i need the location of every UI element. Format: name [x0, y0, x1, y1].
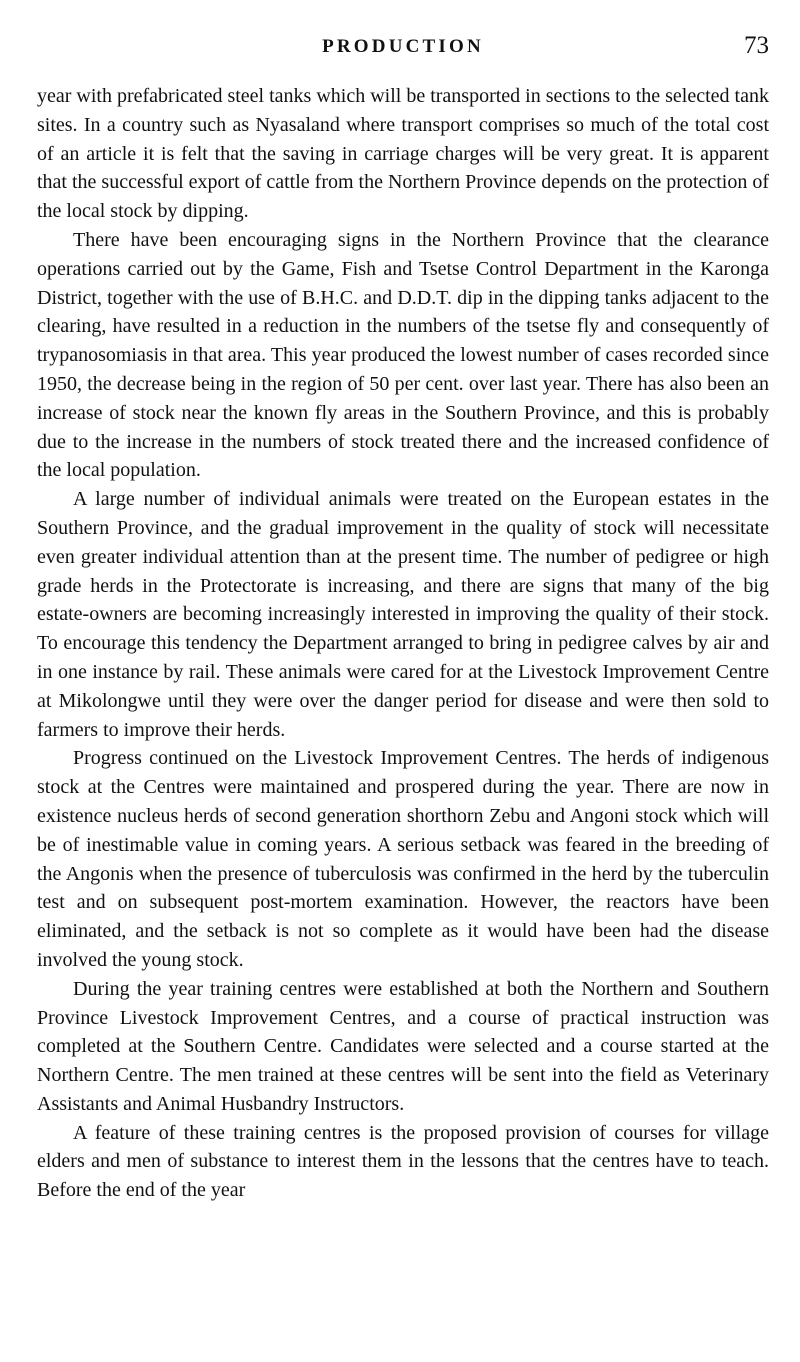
paragraph: A feature of these training centres is the proposed provision of courses for village elders and men of substance to interest them in the lessons that the centres have to teach. Before the end of the year [37, 1121, 769, 1202]
paragraph: During the year training centres were established at both the Northern and Southern Province Livestock Improvement Centres, and a course of practical instruction was completed at the Southern Centre. Candidates were selected and a course started at the Northern Centre. The men trained at these centres will be sent into the field as Veterinary Assistants and Animal Husbandry Instructors. [37, 977, 769, 1115]
paragraph: A large number of individual animals were treated on the European estates in the Southern Province, and the gradual improvement in the quality of stock will necessitate even greater individual attention than at the present time. The number of pedigree or high grade herds in the Protectorate is increasing, and there are signs that many of the big estate-owners are becoming increasingly interested in improving the quality of their stock. To encourage this tendency the Department arranged to bring in pedigree calves by air and in one instance by rail. These animals were cared for at the Livestock Improvement Centre at Mikolongwe until they were over the danger period for disease and were then sold to farmers to improve their herds. [37, 488, 769, 741]
paragraph: Progress continued on the Livestock Improvement Centres. The herds of indigenous stock at the Centres were maintained and prospered during the year. There are now in existence nucleus herds of second generation shorthorn Zebu and Angoni stock which will be of inestimable value in coming years. A serious setback was feared in the breeding of the Angonis when the presence of tuberculosis was confirmed in the herd by the tuberculin test and on subsequent post-mortem examination. However, the reactors have been eliminated, and the setback is not so complete as it would have been had the disease involved the young stock. [37, 747, 769, 971]
body-text [37, 82, 769, 1205]
running-head [37, 32, 769, 72]
page-number: 73 [744, 32, 769, 59]
page-header-title: PRODUCTION [322, 36, 484, 57]
paragraph: There have been encouraging signs in the Northern Province that the clearance operations carried out by the Game, Fish and Tsetse Control Department in the Karonga District, together with the use of B.H.C. and D.D.T. dip in the dipping tanks adjacent to the clearing, have resulted in a reduction in the numbers of the tsetse fly and consequently of trypanosomiasis in that area. This year produced the lowest number of cases recorded since 1950, the decrease being in the region of 50 per cent. over last year. There has also been an increase of stock near the known fly areas in the Southern Province, and this is probably due to the increase in the numbers of stock treated there and the increased confidence of the local population. [37, 228, 769, 482]
paragraph: year with prefabricated steel tanks which will be transported in sections to the selected tank sites. In a country such as Nyasaland where transport comprises so much of the total cost of an article it is felt that the saving in carriage charges will be very great. It is apparent that the successful export of cattle from the Northern Province depends on the protection of the local stock by dipping. [37, 85, 769, 223]
document-page [37, 32, 769, 1205]
